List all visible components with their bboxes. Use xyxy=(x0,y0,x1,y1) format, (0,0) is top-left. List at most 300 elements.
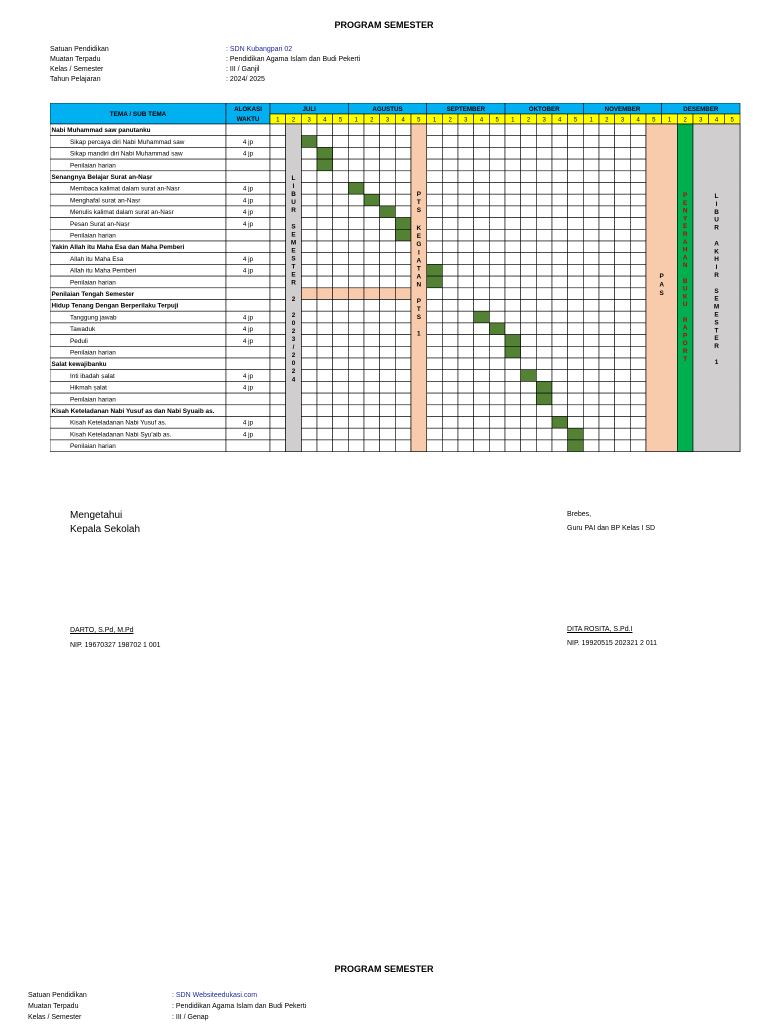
week-cell xyxy=(395,358,411,370)
rapor-vertical-letter: N xyxy=(682,262,688,270)
scheduled-week-cell xyxy=(536,393,552,405)
week-cell xyxy=(427,440,443,452)
week-cell xyxy=(270,171,286,183)
week-number: 1 xyxy=(589,117,593,124)
week-cell xyxy=(458,276,474,288)
table-row-alokasi xyxy=(226,124,270,136)
week-cell xyxy=(395,288,411,300)
week-cell xyxy=(489,253,505,265)
week-cell xyxy=(521,335,537,347)
week-cell xyxy=(427,206,443,218)
header-alokasi-label: ALOKASI xyxy=(234,106,262,113)
week-cell xyxy=(364,288,380,300)
week-cell xyxy=(615,264,631,276)
subtheme-label: Penilaian harian xyxy=(70,443,116,451)
subtheme-label: Tanggung jawab xyxy=(70,314,117,322)
week-cell xyxy=(364,253,380,265)
kegiatan-vertical-letter: A xyxy=(416,257,422,265)
week-cell xyxy=(427,136,443,148)
week-cell xyxy=(568,358,584,370)
libur-column xyxy=(286,124,302,452)
week-cell xyxy=(317,183,333,195)
week-cell xyxy=(333,346,349,358)
week-cell xyxy=(615,183,631,195)
info-value: : III / Genap xyxy=(172,1014,209,1021)
libur-vertical-letter: E xyxy=(291,231,296,239)
week-cell xyxy=(521,194,537,206)
week-cell xyxy=(301,381,317,393)
rapor-vertical-letter: P xyxy=(683,192,688,199)
week-cell xyxy=(630,171,646,183)
week-cell xyxy=(568,323,584,335)
week-cell xyxy=(521,428,537,440)
table-row-alokasi xyxy=(226,393,270,405)
week-cell xyxy=(458,159,474,171)
kegiatan-vertical-letter: E xyxy=(416,233,421,241)
week-cell xyxy=(395,194,411,206)
week-cell xyxy=(599,206,615,218)
week-cell xyxy=(474,147,490,159)
week-cell xyxy=(395,124,411,136)
week-cell xyxy=(270,311,286,323)
week-cell xyxy=(568,253,584,265)
week-cell xyxy=(364,346,380,358)
week-cell xyxy=(474,171,490,183)
week-cell xyxy=(536,300,552,312)
week-cell xyxy=(505,381,521,393)
month-label: DESEMBER xyxy=(683,106,719,113)
week-cell xyxy=(270,194,286,206)
week-cell xyxy=(270,370,286,382)
libur-akhir-vertical-letter: E xyxy=(714,335,719,343)
week-cell xyxy=(317,428,333,440)
week-cell xyxy=(317,218,333,230)
week-cell xyxy=(395,241,411,253)
week-cell xyxy=(317,335,333,347)
week-cell xyxy=(630,358,646,370)
rapor-vertical-letter: A xyxy=(682,254,688,262)
pas-vertical-letter: S xyxy=(659,290,664,297)
scheduled-week-cell xyxy=(301,136,317,148)
subtheme-label: Sikap percaya diri Nabi Muhammad saw xyxy=(70,138,185,146)
rapor-vertical-letter: U xyxy=(682,301,688,309)
week-cell xyxy=(458,335,474,347)
week-cell xyxy=(301,370,317,382)
week-cell xyxy=(380,253,396,265)
week-cell xyxy=(630,159,646,171)
libur-akhir-vertical-letter: U xyxy=(714,216,719,224)
kegiatan-vertical-letter: T xyxy=(416,265,421,273)
week-cell xyxy=(568,346,584,358)
semester-schedule-table xyxy=(50,103,741,458)
week-cell xyxy=(536,428,552,440)
alokasi-value: 4 jp xyxy=(242,372,254,380)
week-number: 3 xyxy=(385,117,390,124)
subtheme-label: Menghafal surat an-Nasr xyxy=(70,197,141,205)
week-cell xyxy=(489,440,505,452)
week-cell xyxy=(599,323,615,335)
week-cell xyxy=(505,241,521,253)
week-cell xyxy=(380,381,396,393)
table-row-alokasi xyxy=(226,159,270,171)
week-cell xyxy=(317,417,333,429)
week-cell xyxy=(442,183,458,195)
week-cell xyxy=(568,171,584,183)
table-row-alokasi xyxy=(226,346,270,358)
week-cell xyxy=(270,346,286,358)
week-cell xyxy=(615,218,631,230)
week-cell xyxy=(630,381,646,393)
theme-title: Senangnya Belajar Surat an-Naṣr xyxy=(51,174,153,181)
info-label: Kelas / Semester xyxy=(50,66,104,73)
subtheme-label: Penilaian harian xyxy=(70,396,116,404)
alokasi-value: 4 jp xyxy=(242,314,254,322)
week-cell xyxy=(458,440,474,452)
week-cell xyxy=(348,417,364,429)
week-cell xyxy=(364,405,380,417)
libur-vertical-letter: M xyxy=(290,239,297,247)
week-cell xyxy=(536,136,552,148)
week-cell xyxy=(521,440,537,452)
week-cell xyxy=(489,393,505,405)
subtheme-label: Tawaduk xyxy=(70,326,96,334)
week-cell xyxy=(568,159,584,171)
table-row-alokasi xyxy=(226,229,270,241)
week-cell xyxy=(630,147,646,159)
alokasi-value: 4 jp xyxy=(242,419,254,427)
rapor-vertical-letter: E xyxy=(683,223,688,231)
week-cell xyxy=(270,229,286,241)
theme-title: Nabi Muhammad saw panutanku xyxy=(51,127,151,135)
week-cell xyxy=(348,253,364,265)
kegiatan-vertical-letter: K xyxy=(416,225,422,232)
pts-vertical-letter: P xyxy=(416,191,421,198)
week-cell xyxy=(348,393,364,405)
libur-vertical-letter: S xyxy=(291,255,296,263)
week-number: 4 xyxy=(558,117,562,124)
rapor-vertical-letter: R xyxy=(682,231,688,238)
info-value: : 2024/ 2025 xyxy=(226,76,265,83)
week-cell xyxy=(489,241,505,253)
week-cell xyxy=(348,311,364,323)
week-cell xyxy=(317,194,333,206)
week-cell xyxy=(568,229,584,241)
week-cell xyxy=(442,206,458,218)
week-cell xyxy=(442,393,458,405)
libur-akhir-vertical-letter: M xyxy=(713,303,720,311)
week-cell xyxy=(615,393,631,405)
week-cell xyxy=(489,358,505,370)
week-cell xyxy=(505,405,521,417)
alokasi-value: 4 jp xyxy=(242,431,254,439)
month-label: SEPTEMBER xyxy=(446,106,486,113)
week-cell xyxy=(536,311,552,323)
table-row-alokasi xyxy=(226,405,270,417)
week-cell xyxy=(395,381,411,393)
kegiatan-vertical-letter: S xyxy=(416,314,421,322)
week-cell xyxy=(301,311,317,323)
week-cell xyxy=(364,218,380,230)
alokasi-value: 4 jp xyxy=(242,337,254,345)
week-cell xyxy=(458,393,474,405)
libur-akhir-vertical-letter: S xyxy=(714,287,719,295)
week-cell xyxy=(489,381,505,393)
rapor-vertical-letter: A xyxy=(682,238,688,246)
week-cell xyxy=(317,276,333,288)
week-cell xyxy=(442,147,458,159)
week-cell xyxy=(348,264,364,276)
week-cell xyxy=(552,335,568,347)
week-cell xyxy=(630,241,646,253)
week-cell xyxy=(599,124,615,136)
week-cell xyxy=(333,194,349,206)
week-cell xyxy=(536,229,552,241)
week-cell xyxy=(583,335,599,347)
week-cell xyxy=(442,253,458,265)
week-number: 5 xyxy=(652,117,656,124)
week-cell xyxy=(317,311,333,323)
week-cell xyxy=(615,370,631,382)
week-cell xyxy=(474,370,490,382)
week-cell xyxy=(364,417,380,429)
week-cell xyxy=(380,440,396,452)
week-cell xyxy=(474,393,490,405)
scheduled-week-cell xyxy=(317,159,333,171)
week-cell xyxy=(505,323,521,335)
week-cell xyxy=(301,159,317,171)
week-number: 2 xyxy=(605,117,609,124)
week-cell xyxy=(348,229,364,241)
week-cell xyxy=(552,136,568,148)
week-cell xyxy=(615,124,631,136)
scheduled-week-cell xyxy=(568,428,584,440)
week-cell xyxy=(380,428,396,440)
week-cell xyxy=(364,393,380,405)
libur-vertical-letter: R xyxy=(291,279,296,287)
week-cell xyxy=(270,147,286,159)
week-cell xyxy=(317,393,333,405)
alokasi-value: 4 jp xyxy=(242,220,254,228)
week-cell xyxy=(630,288,646,300)
week-cell xyxy=(348,300,364,312)
week-cell xyxy=(270,417,286,429)
week-cell xyxy=(630,393,646,405)
header-alokasi-label: WAKTU xyxy=(236,116,260,123)
week-cell xyxy=(380,183,396,195)
week-cell xyxy=(615,194,631,206)
kegiatan-vertical-letter: 1 xyxy=(417,330,421,338)
week-number: 5 xyxy=(730,117,734,124)
week-cell xyxy=(521,381,537,393)
week-cell xyxy=(380,171,396,183)
week-cell xyxy=(474,218,490,230)
week-cell xyxy=(599,159,615,171)
week-cell xyxy=(395,428,411,440)
week-cell xyxy=(427,147,443,159)
table-row-alokasi xyxy=(226,241,270,253)
theme-title: Salat kewajibanku xyxy=(51,361,107,369)
week-cell xyxy=(552,323,568,335)
week-cell xyxy=(458,241,474,253)
week-cell xyxy=(380,194,396,206)
week-cell xyxy=(599,358,615,370)
libur-vertical-letter: E xyxy=(291,271,296,279)
week-cell xyxy=(348,171,364,183)
week-cell xyxy=(615,428,631,440)
week-cell xyxy=(583,428,599,440)
week-cell xyxy=(348,405,364,417)
week-cell xyxy=(301,300,317,312)
week-cell xyxy=(536,264,552,276)
week-cell xyxy=(427,346,443,358)
week-cell xyxy=(599,288,615,300)
week-cell xyxy=(536,183,552,195)
week-cell xyxy=(599,300,615,312)
week-cell xyxy=(427,428,443,440)
week-cell xyxy=(442,417,458,429)
week-cell xyxy=(427,393,443,405)
week-cell xyxy=(630,218,646,230)
week-cell xyxy=(599,335,615,347)
libur-vertical-letter: S xyxy=(291,223,296,231)
week-cell xyxy=(380,241,396,253)
week-cell xyxy=(630,206,646,218)
week-cell xyxy=(568,381,584,393)
theme-title: Kisah Keteladanan Nabi Yusuf as dan Nabi Syuaib as. xyxy=(51,408,215,415)
week-cell xyxy=(615,241,631,253)
week-cell xyxy=(317,440,333,452)
week-number: 5 xyxy=(495,117,499,124)
week-cell xyxy=(552,253,568,265)
scheduled-week-cell xyxy=(395,218,411,230)
week-cell xyxy=(536,218,552,230)
rapor-vertical-letter: T xyxy=(683,355,688,363)
libur-akhir-vertical-letter: T xyxy=(714,327,719,335)
week-cell xyxy=(521,183,537,195)
week-cell xyxy=(536,417,552,429)
week-cell xyxy=(301,194,317,206)
week-cell xyxy=(474,346,490,358)
week-cell xyxy=(505,264,521,276)
week-cell xyxy=(442,323,458,335)
week-cell xyxy=(474,241,490,253)
week-cell xyxy=(333,405,349,417)
week-number: 2 xyxy=(370,117,374,124)
week-cell xyxy=(427,194,443,206)
week-cell xyxy=(474,229,490,241)
week-cell xyxy=(552,300,568,312)
week-cell xyxy=(380,370,396,382)
week-cell xyxy=(380,300,396,312)
week-cell xyxy=(458,428,474,440)
libur-akhir-vertical-letter: E xyxy=(714,311,719,319)
week-cell xyxy=(583,311,599,323)
week-cell xyxy=(301,276,317,288)
week-cell xyxy=(599,417,615,429)
week-cell xyxy=(521,147,537,159)
week-cell xyxy=(521,405,537,417)
week-cell xyxy=(458,323,474,335)
week-cell xyxy=(583,229,599,241)
week-cell xyxy=(348,206,364,218)
week-cell xyxy=(380,311,396,323)
week-cell xyxy=(442,370,458,382)
week-cell xyxy=(489,229,505,241)
week-cell xyxy=(301,440,317,452)
week-cell xyxy=(489,370,505,382)
week-cell xyxy=(380,405,396,417)
week-cell xyxy=(380,358,396,370)
week-cell xyxy=(442,440,458,452)
week-cell xyxy=(270,358,286,370)
week-cell xyxy=(364,229,380,241)
week-cell xyxy=(301,264,317,276)
info-label: Tahun Pelajaran xyxy=(50,76,101,83)
scheduled-week-cell xyxy=(364,194,380,206)
week-cell xyxy=(505,393,521,405)
pas-vertical-letter: P xyxy=(659,273,664,280)
week-cell xyxy=(552,405,568,417)
week-cell xyxy=(583,417,599,429)
week-cell xyxy=(630,276,646,288)
week-cell xyxy=(505,428,521,440)
week-cell xyxy=(630,417,646,429)
week-cell xyxy=(583,370,599,382)
week-number: 5 xyxy=(417,117,421,124)
week-cell xyxy=(458,300,474,312)
week-cell xyxy=(568,311,584,323)
week-cell xyxy=(348,381,364,393)
week-cell xyxy=(521,136,537,148)
rapor-vertical-letter: E xyxy=(683,199,688,207)
week-cell xyxy=(521,171,537,183)
week-cell xyxy=(301,417,317,429)
libur-vertical-letter: L xyxy=(291,175,296,182)
rapor-vertical-letter: K xyxy=(682,293,688,301)
week-cell xyxy=(474,381,490,393)
week-cell xyxy=(552,393,568,405)
week-number: 2 xyxy=(448,117,452,124)
week-cell xyxy=(333,381,349,393)
week-cell xyxy=(552,428,568,440)
week-cell xyxy=(583,346,599,358)
week-cell xyxy=(395,311,411,323)
week-cell xyxy=(427,311,443,323)
week-cell xyxy=(474,300,490,312)
info-value: : SDN Kubangpari 02 xyxy=(226,46,293,53)
week-number: 4 xyxy=(479,117,484,124)
week-cell xyxy=(489,405,505,417)
info-value: : Pendidikan Agama Islam dan Budi Pekerti xyxy=(172,1003,307,1010)
week-cell xyxy=(489,147,505,159)
week-cell xyxy=(615,440,631,452)
week-cell xyxy=(395,253,411,265)
week-cell xyxy=(505,440,521,452)
week-cell xyxy=(568,218,584,230)
libur-vertical-letter: 3 xyxy=(291,336,296,343)
week-cell xyxy=(348,194,364,206)
week-cell xyxy=(442,264,458,276)
week-cell xyxy=(364,171,380,183)
week-cell xyxy=(380,276,396,288)
week-cell xyxy=(583,300,599,312)
week-cell xyxy=(568,241,584,253)
week-cell xyxy=(270,206,286,218)
week-number: 5 xyxy=(573,117,578,124)
week-cell xyxy=(552,159,568,171)
week-cell xyxy=(317,241,333,253)
week-cell xyxy=(474,264,490,276)
